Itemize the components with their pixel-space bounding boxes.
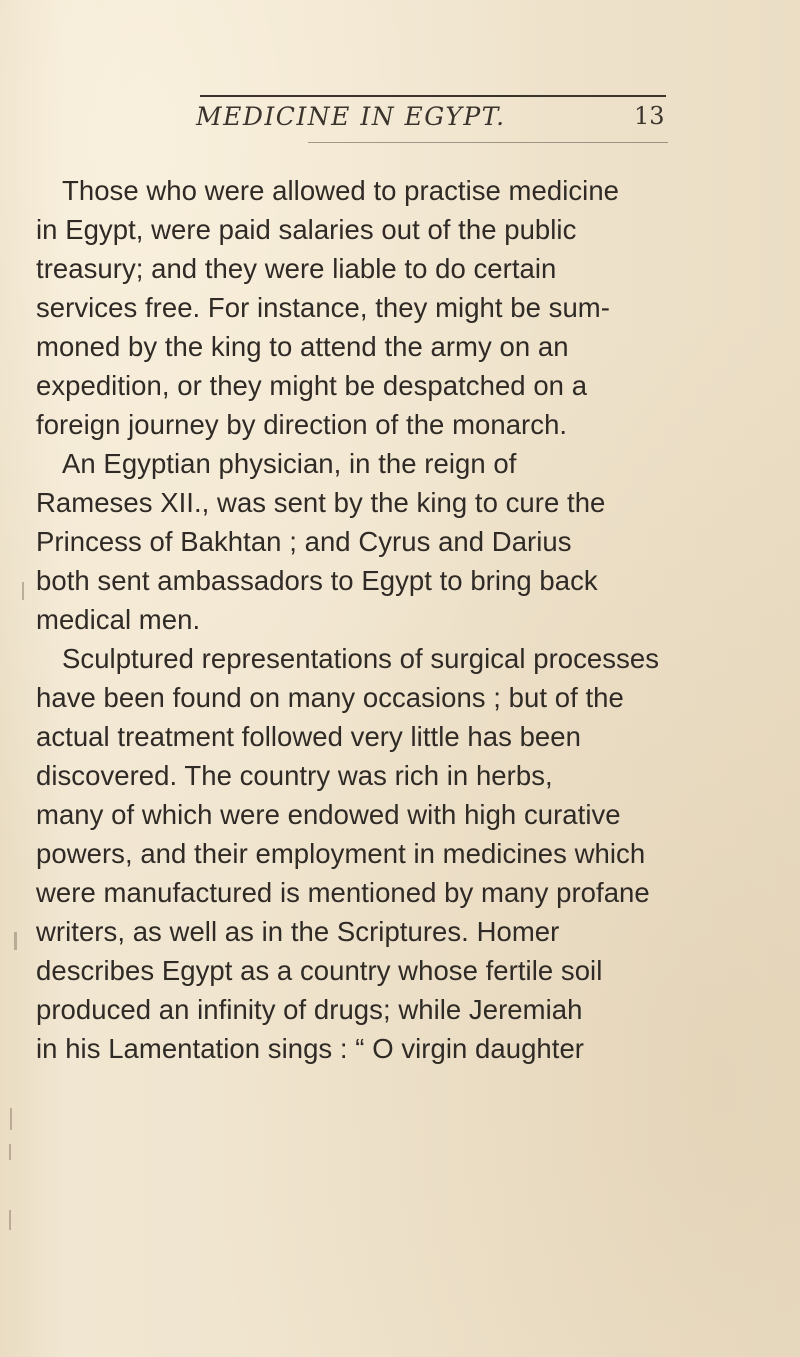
body-line-5: moned by the king to attend the army on an [36,331,569,362]
body-line-10: Princess of Bakhtan ; and Cyrus and Darius [36,526,572,557]
margin-mark [9,1210,11,1230]
body-line-16: discovered. The country was rich in herbs, [36,760,553,791]
body-line-6: expedition, or they might be despatched on a [36,370,588,401]
body-line-14: have been found on many occasions ; but of the [36,682,624,713]
body-line-1: Those who were allowed to practise medicine [62,175,620,206]
body-line-4: services free. For instance, they might be sum- [36,292,610,323]
body-line-7: foreign journey by direction of the monarch. [36,409,568,440]
body-line-21: describes Egypt as a country whose fertile soil [36,955,603,986]
body-line-13: Sculptured representations of surgical processes [62,643,660,674]
page-header [0,102,800,138]
body-line-19: were manufactured is mentioned by many profane [36,877,650,908]
running-head: MEDICINE IN EGYPT. [196,102,506,131]
body-line-22: produced an infinity of drugs; while Jeremiah [36,994,583,1025]
body-line-17: many of which were endowed with high curative [36,799,621,830]
header-underline [308,142,668,143]
body-line-8: An Egyptian physician, in the reign of [62,448,517,479]
body-line-12: medical men. [36,604,201,635]
body-line-11: both sent ambassadors to Egypt to bring back [36,565,598,596]
body-line-2: in Egypt, were paid salaries out of the public [36,214,577,245]
page-number: 13 [634,102,665,130]
margin-mark [14,932,17,950]
body-line-20: writers, as well as in the Scriptures. Homer [36,916,560,947]
body-line-3: treasury; and they were liable to do certain [36,253,557,284]
margin-mark [22,582,24,600]
body-line-9: Rameses XII., was sent by the king to cure the [36,487,606,518]
body-line-18: powers, and their employment in medicines which [36,838,646,869]
header-rule [200,95,666,97]
margin-mark [9,1144,11,1160]
body-line-23: in his Lamentation sings : “ O virgin daughter [36,1033,585,1064]
margin-mark [10,1108,12,1130]
body-line-15: actual treatment followed very little has been [36,721,581,752]
